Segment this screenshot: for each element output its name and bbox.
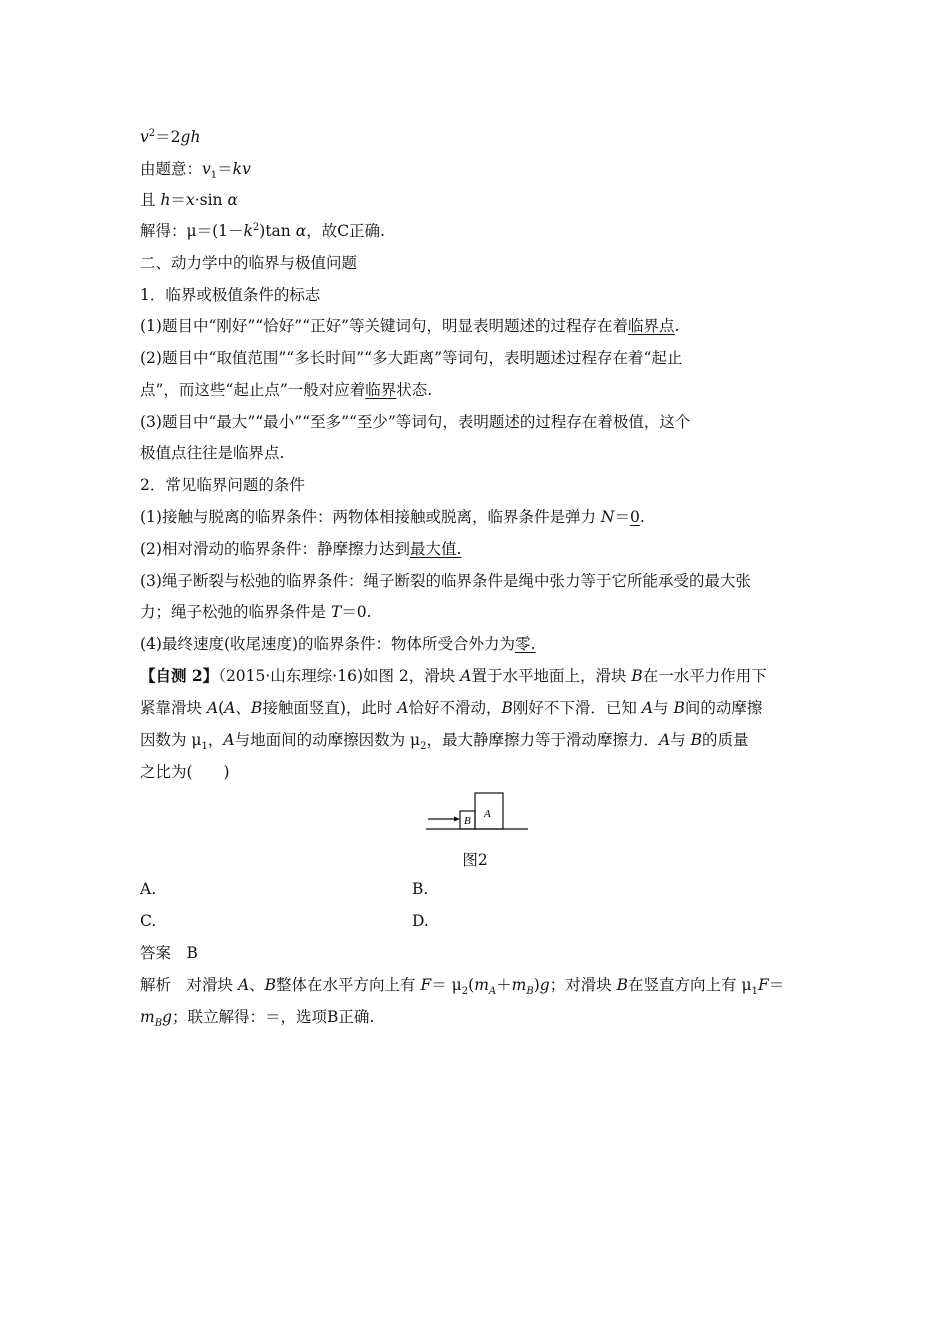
q-text: 刚好不下滑．已知	[512, 699, 642, 717]
var-v: v	[140, 128, 149, 146]
para-text: (1)题目中“刚好”“恰好”“正好”等关键词句，明显表明题述的过程存在着	[140, 317, 629, 335]
eq-text: ＝2	[155, 128, 181, 146]
q-text: 与	[653, 699, 674, 717]
q-text: (	[218, 699, 225, 717]
an-text: ＝	[768, 976, 785, 994]
condition-2	[140, 538, 812, 560]
q-text: 接触面竖直)，此时	[262, 699, 398, 717]
question-line-3	[140, 729, 812, 751]
var-x: x	[185, 191, 195, 209]
var-m: m	[140, 1008, 155, 1026]
paragraph-1	[140, 315, 812, 337]
an-text: ；对滑块	[549, 976, 617, 994]
para-end: 状态.	[396, 381, 433, 399]
subscript: 1	[751, 986, 758, 998]
underlined-term: 临界	[365, 381, 397, 399]
question-tag: 【自测 2】	[140, 666, 219, 685]
var-gh: gh	[180, 128, 201, 146]
para-text: 点”，而这些“起止点”一般对应着	[140, 381, 366, 399]
q-text: 因数为 μ	[140, 731, 202, 749]
q-text: 在一水平力作用下	[642, 667, 767, 685]
an-text: 在竖直方向上有 μ	[628, 976, 752, 994]
cond-text: (2)相对滑动的临界条件：静摩擦力达到	[140, 540, 410, 558]
q-text: 紧靠滑块	[140, 699, 207, 717]
subsection-title-1: 1．临界或极值条件的标志	[140, 286, 321, 304]
question-line-4: 之比为( )	[140, 763, 230, 781]
eq-sign: ＝	[170, 191, 186, 209]
label-a: A	[484, 808, 491, 820]
subsection-title-2: 2．常见临界问题的条件	[140, 476, 305, 494]
option-a[interactable]: A.	[140, 880, 157, 898]
equation-mu	[140, 220, 812, 242]
option-c[interactable]: C.	[140, 912, 157, 930]
underlined-term: 零.	[515, 635, 536, 653]
var-f: F	[420, 976, 432, 994]
paragraph-2-line-1: (2)题目中“取值范围”“多长时间”“多大距离”等词句，表明题述过程存在着“起止	[140, 349, 683, 367]
q-text: 、	[235, 699, 251, 717]
eq-sign: ＝	[217, 160, 233, 178]
answer-line: 答案 B	[140, 944, 198, 962]
figure-caption: 图2	[462, 851, 488, 869]
q-text: 与地面间的动摩擦因数为 μ	[234, 731, 421, 749]
underlined-term: 临界点	[628, 317, 675, 335]
exponent: 2	[148, 127, 156, 139]
q-text: 的质量	[702, 731, 749, 749]
cond-text: (4)最终速度(收尾速度)的临界条件：物体所受合外力为	[140, 635, 516, 653]
var-b: B	[616, 976, 629, 994]
var-k: k	[243, 222, 253, 240]
an-text: ＝ μ	[431, 976, 462, 994]
condition-1	[140, 506, 812, 528]
var-b: B	[673, 699, 685, 717]
subscript: B	[154, 1018, 163, 1030]
section-title: 二、动力学中的临界与极值问题	[140, 254, 358, 272]
subscript: A	[488, 986, 497, 998]
var-g: g	[162, 1008, 172, 1026]
an-text: 解析 对滑块	[140, 976, 238, 994]
condition-4	[140, 633, 812, 655]
var-a: A	[641, 699, 654, 717]
eq-prefix: 解得：	[140, 222, 187, 240]
q-text: 与	[670, 731, 691, 749]
var-a: A	[237, 976, 250, 994]
equation-v-squared	[140, 126, 812, 148]
equation-v1	[140, 158, 812, 180]
var-b: B	[264, 976, 277, 994]
var-a: A	[223, 731, 235, 749]
analysis-line-1	[140, 974, 812, 996]
eq-text: )tan	[259, 222, 296, 240]
var-v: v	[202, 160, 211, 178]
var-alpha: α	[295, 222, 307, 240]
var-kv: kv	[232, 160, 251, 178]
an-text: )	[533, 976, 540, 994]
var-b: B	[501, 699, 513, 717]
eq-sign: ＝	[614, 508, 630, 526]
paragraph-3-line-1: (3)题目中“最大”“最小”“至多”“至少”等词句，表明题述的过程存在着极值，这个	[140, 413, 691, 431]
var-m: m	[511, 976, 527, 994]
para-end: .	[674, 317, 680, 335]
var-h: h	[160, 191, 171, 209]
eq-prefix: 且	[140, 191, 161, 209]
var-a: A	[224, 699, 236, 717]
q-text: （2015·山东理综·16)如图 2，滑块	[218, 667, 461, 685]
var-t: T	[330, 603, 342, 621]
cond-text: (1)接触与脱离的临界条件：两物体相接触或脱离，临界条件是弹力	[140, 508, 601, 526]
label-b: B	[464, 815, 471, 827]
eq-prefix: 由题意：	[140, 160, 203, 178]
q-text: 间的动摩擦	[684, 699, 763, 717]
cond-end: .	[639, 508, 645, 526]
paragraph-2-line-2	[140, 379, 812, 401]
an-text: ；联立解得：＝，选项B正确.	[172, 1008, 375, 1026]
eq-text: μ＝(1－	[186, 222, 244, 240]
underlined-term: 最大值.	[409, 540, 462, 558]
an-text: 整体在水平方向上有	[276, 976, 421, 994]
var-a: A	[397, 699, 409, 717]
figure-2-diagram	[420, 788, 532, 836]
cond-end: ＝0.	[341, 603, 372, 621]
cond-text: 力；绳子松弛的临界条件是	[140, 603, 331, 621]
exponent: 2	[252, 221, 260, 233]
question-line-1	[140, 665, 812, 687]
var-b: B	[250, 699, 263, 717]
an-text: (	[468, 976, 475, 994]
var-g: g	[539, 976, 550, 994]
option-d[interactable]: D.	[412, 912, 429, 930]
subscript: B	[526, 986, 534, 998]
q-text: 恰好不滑动，	[408, 699, 502, 717]
var-a: A	[206, 699, 219, 717]
question-line-2	[140, 697, 812, 719]
an-text: 、	[249, 976, 265, 994]
var-n: N	[600, 508, 615, 526]
condition-3-line-1: (3)绳子断裂与松弛的临界条件：绳子断裂的临界条件是绳中张力等于它所能承受的最大张	[140, 572, 751, 590]
q-text: ，	[207, 731, 224, 749]
q-text: ，最大静摩擦力等于滑动摩擦力．	[426, 731, 660, 749]
subscript: 1	[210, 170, 218, 182]
subscript: 1	[201, 741, 208, 753]
var-a: A	[659, 731, 671, 749]
subscript: 2	[461, 986, 469, 998]
subscript: 2	[420, 741, 427, 753]
var-m: m	[474, 976, 489, 994]
arrow-head-icon	[454, 817, 460, 822]
option-b[interactable]: B.	[412, 880, 429, 898]
var-a: A	[460, 667, 472, 685]
underlined-term: 0	[629, 508, 640, 526]
q-text: 置于水平地面上，滑块	[471, 667, 632, 685]
equation-h	[140, 189, 812, 211]
eq-tail: ，故C正确.	[306, 222, 385, 240]
paragraph-3-line-2: 极值点往往是临界点.	[140, 444, 285, 462]
var-b: B	[631, 667, 643, 685]
condition-3-line-2	[140, 601, 812, 623]
an-text: ＋	[496, 976, 512, 994]
var-f: F	[757, 976, 769, 994]
analysis-line-2	[140, 1006, 812, 1028]
var-b: B	[690, 731, 703, 749]
var-alpha: α	[227, 191, 238, 209]
eq-text: ·sin	[194, 191, 228, 209]
